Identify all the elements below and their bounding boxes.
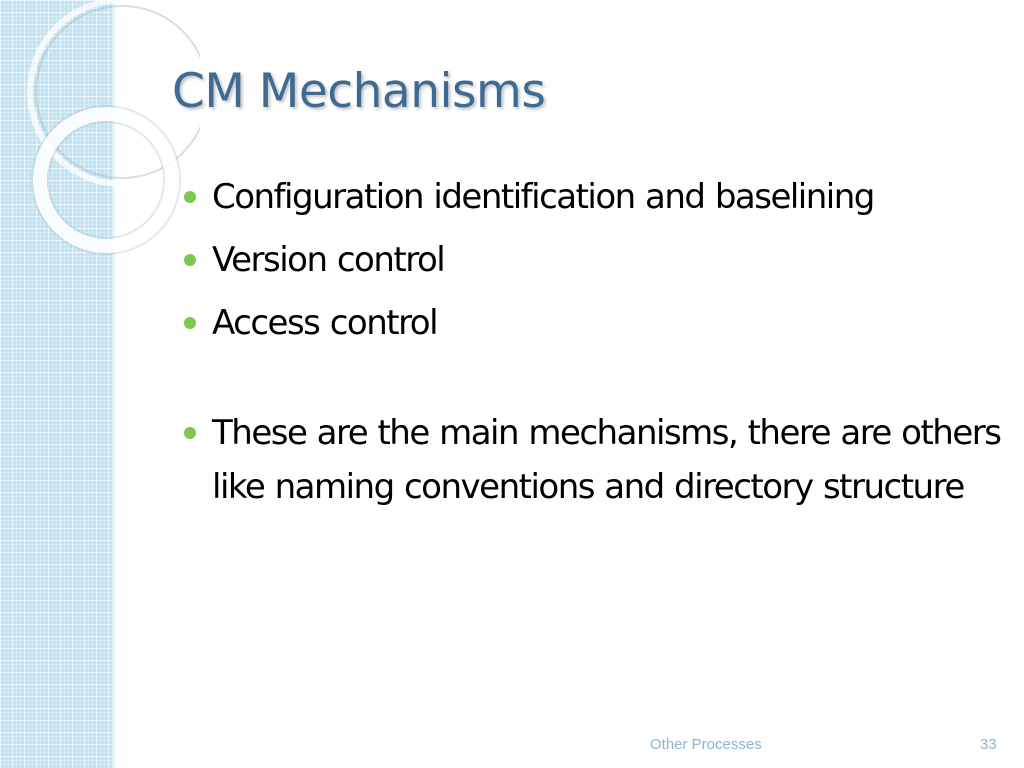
bullet-dot-icon <box>184 191 196 203</box>
bullet-item <box>182 296 1002 350</box>
slide-title: CM Mechanisms <box>172 64 546 119</box>
bullet-text: These are the main mechanisms, there are others like naming conventions and directory structure <box>212 413 1001 507</box>
bullet-dot-icon <box>184 317 196 329</box>
decorative-rings <box>0 0 200 300</box>
footer-text: Other Processes <box>650 736 762 753</box>
bullet-text: Version control <box>212 240 445 280</box>
bullet-text: Configuration identification and baselining <box>212 177 874 217</box>
bullet-list <box>182 170 1002 523</box>
bullet-item <box>182 233 1002 287</box>
bullet-dot-icon <box>184 254 196 266</box>
bullet-text: Access control <box>212 303 438 343</box>
page-number: 33 <box>980 736 997 753</box>
bullet-dot-icon <box>184 427 196 439</box>
bullet-item <box>182 170 1002 224</box>
bullet-item <box>182 406 1002 514</box>
